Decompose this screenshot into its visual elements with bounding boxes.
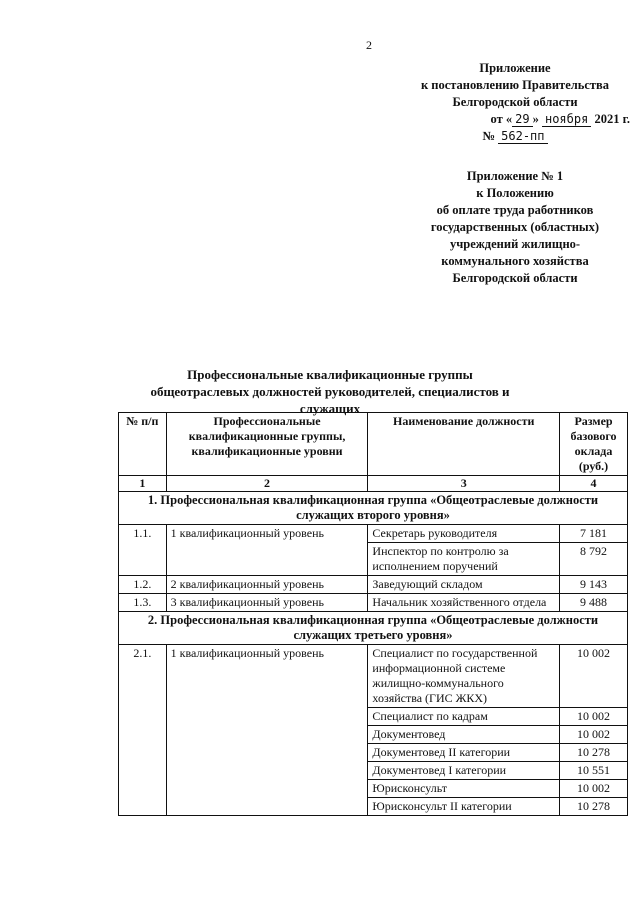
salary-value: 10 002 bbox=[560, 726, 628, 744]
salary-value: 7 181 bbox=[560, 525, 628, 543]
column-numbers-row bbox=[119, 476, 628, 492]
row-number: 2.1. bbox=[119, 645, 167, 816]
header-salary: Размер базового оклада (руб.) bbox=[560, 413, 628, 476]
position-name: Начальник хозяйственного отдела bbox=[368, 594, 560, 612]
group-heading: 2. Профессиональная квалификационная группа «Общеотраслевые должности служащих третьего уровня» bbox=[119, 612, 628, 645]
appendix-title: Приложение bbox=[479, 61, 551, 75]
appendix-1-line: учреждений жилищно- bbox=[449, 237, 581, 251]
salary-value: 10 278 bbox=[560, 744, 628, 762]
position-name: Инспектор по контролю за исполнением поручений bbox=[368, 543, 560, 576]
position-name: Документовед bbox=[368, 726, 560, 744]
group-heading-row bbox=[119, 612, 628, 645]
position-name: Документовед I категории bbox=[368, 762, 560, 780]
appendix-1-block bbox=[400, 168, 630, 287]
document-title-line: общеотраслевых должностей руководителей, специалистов и служащих bbox=[150, 384, 510, 416]
qualification-level: 1 квалификационный уровень bbox=[166, 525, 368, 576]
header-no: № п/п bbox=[119, 413, 167, 476]
salary-value: 10 002 bbox=[560, 780, 628, 798]
position-name: Документовед II категории bbox=[368, 744, 560, 762]
position-name: Юрисконсульт bbox=[368, 780, 560, 798]
column-number: 3 bbox=[368, 476, 560, 492]
appendix-1-line: коммунального хозяйства bbox=[441, 254, 589, 268]
page-number: 2 bbox=[366, 38, 372, 52]
document-title bbox=[120, 366, 540, 417]
document-title-line: Профессиональные квалификационные группы bbox=[187, 367, 473, 382]
appendix-block bbox=[400, 60, 630, 145]
appendix-1-title: Приложение № 1 bbox=[466, 169, 564, 183]
header-group: Профессиональные квалификационные группы, квалификационные уровни bbox=[166, 413, 368, 476]
appendix-1-line: об оплате труда работников bbox=[436, 203, 594, 217]
qualification-level: 1 квалификационный уровень bbox=[166, 645, 368, 816]
appendix-1-line: государственных (областных) bbox=[430, 220, 600, 234]
date-prefix: от « bbox=[490, 112, 513, 126]
salary-value: 9 488 bbox=[560, 594, 628, 612]
salary-value: 10 002 bbox=[560, 645, 628, 708]
group-heading: 1. Профессиональная квалификационная группа «Общеотраслевые должности служащих второго уровня» bbox=[119, 492, 628, 525]
table-header-row bbox=[119, 413, 628, 476]
salary-value: 8 792 bbox=[560, 543, 628, 576]
table-row bbox=[119, 594, 628, 612]
number-prefix: № bbox=[482, 129, 496, 143]
column-number: 4 bbox=[560, 476, 628, 492]
salary-value: 9 143 bbox=[560, 576, 628, 594]
appendix-line: к постановлению Правительства bbox=[420, 78, 610, 92]
resolution-date bbox=[400, 111, 630, 128]
position-name: Специалист по кадрам bbox=[368, 708, 560, 726]
header-position: Наименование должности bbox=[368, 413, 560, 476]
qualification-level: 2 квалификационный уровень bbox=[166, 576, 368, 594]
salary-table bbox=[118, 412, 628, 816]
qualification-level: 3 квалификационный уровень bbox=[166, 594, 368, 612]
table-row bbox=[119, 576, 628, 594]
column-number: 2 bbox=[166, 476, 368, 492]
appendix-1-line: Белгородской области bbox=[452, 271, 578, 285]
group-heading-row bbox=[119, 492, 628, 525]
position-name: Специалист по государственной информационной системе жилищно-коммунального хозяйства (ГИС ЖКХ) bbox=[368, 645, 560, 708]
row-number: 1.3. bbox=[119, 594, 167, 612]
appendix-line: Белгородской области bbox=[452, 95, 578, 109]
date-mid: » bbox=[532, 112, 539, 126]
position-name: Секретарь руководителя bbox=[368, 525, 560, 543]
row-number: 1.2. bbox=[119, 576, 167, 594]
salary-value: 10 551 bbox=[560, 762, 628, 780]
appendix-1-line: к Положению bbox=[476, 186, 554, 200]
date-month: ноября bbox=[542, 112, 591, 127]
table-row bbox=[119, 645, 628, 708]
resolution-number bbox=[400, 128, 630, 145]
row-number: 1.1. bbox=[119, 525, 167, 576]
column-number: 1 bbox=[119, 476, 167, 492]
date-day: 29 bbox=[512, 112, 532, 127]
number-value: 562-пп bbox=[498, 129, 547, 144]
salary-value: 10 002 bbox=[560, 708, 628, 726]
salary-value: 10 278 bbox=[560, 798, 628, 816]
position-name: Заведующий складом bbox=[368, 576, 560, 594]
position-name: Юрисконсульт II категории bbox=[368, 798, 560, 816]
table-row bbox=[119, 525, 628, 543]
date-year: 2021 г. bbox=[594, 112, 630, 126]
